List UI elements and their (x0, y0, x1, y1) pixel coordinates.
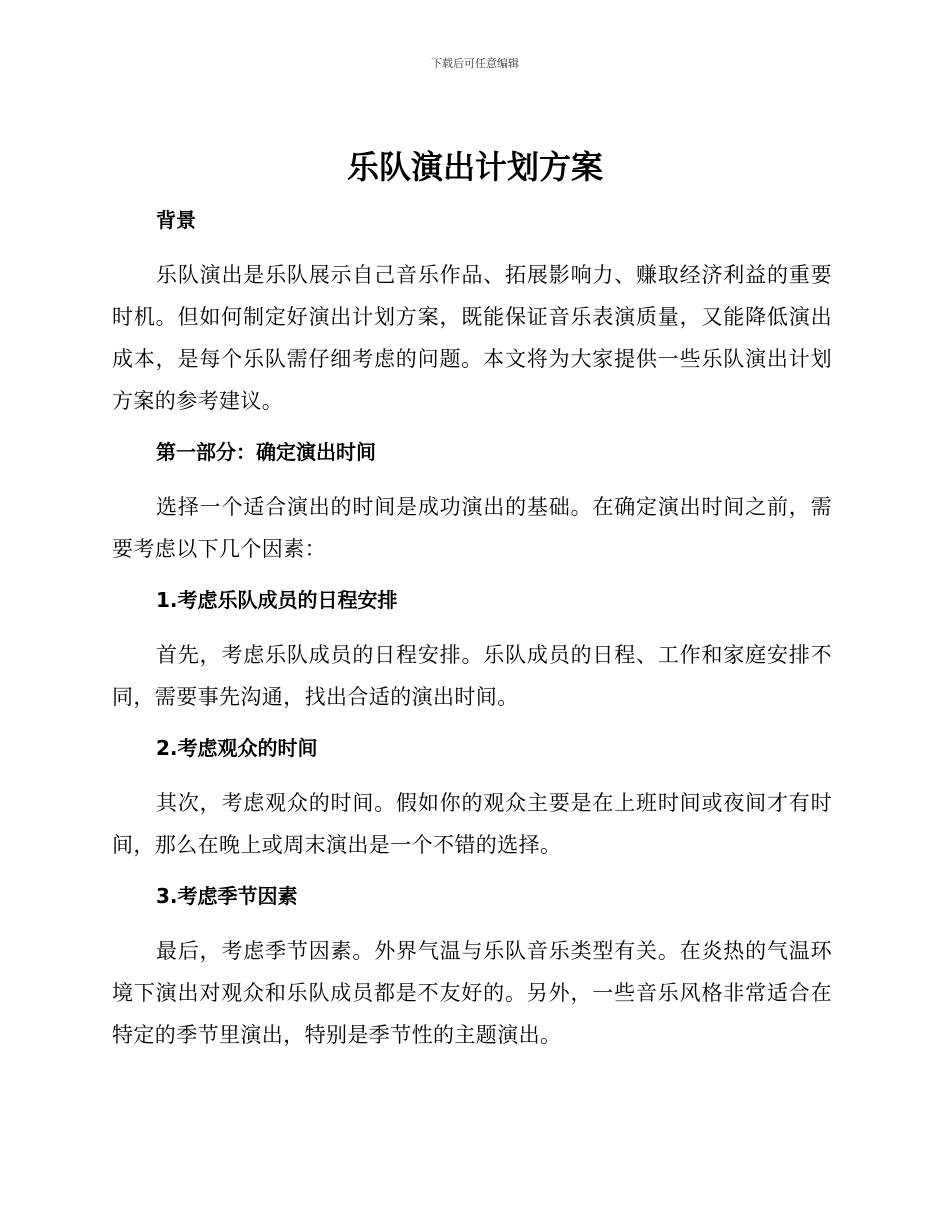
section-paragraph-audience-time: 其次，考虑观众的时间。假如你的观众主要是在上班时间或夜间才有时间，那么在晚上或周末演出是一个不错的选择。 (112, 791, 832, 857)
section-heading-audience-time: 2.考虑观众的时间 (156, 736, 318, 760)
section-paragraph-part-one: 选择一个适合演出的时间是成功演出的基础。在确定演出时间之前，需要考虑以下几个因素： (112, 495, 832, 561)
document-body (112, 202, 832, 1056)
document-title: 乐队演出计划方案 (346, 148, 603, 186)
section-paragraph-member-schedule: 首先，考虑乐队成员的日程安排。乐队成员的日程、工作和家庭安排不同，需要事先沟通，找出合适的演出时间。 (112, 643, 832, 709)
section-heading-part-one: 第一部分：确定演出时间 (156, 440, 376, 464)
section-heading-member-schedule: 1.考虑乐队成员的日程安排 (156, 588, 398, 612)
section-heading-season: 3.考虑季节因素 (156, 884, 298, 908)
section-paragraph-season: 最后，考虑季节因素。外界气温与乐队音乐类型有关。在炎热的气温环境下演出对观众和乐队成员都是不友好的。另外，一些音乐风格非常适合在特定的季节里演出，特别是季节性的主题演出。 (112, 939, 832, 1047)
section-paragraph-background: 乐队演出是乐队展示自己音乐作品、拓展影响力、赚取经济利益的重要时机。但如何制定好演出计划方案，既能保证音乐表演质量，又能降低演出成本，是每个乐队需仔细考虑的问题。本文将为大家提供一些乐队演出计划方案的参考建议。 (112, 263, 832, 413)
page-header-note: 下载后可任意编辑 (431, 57, 519, 70)
section-heading-background: 背景 (156, 208, 196, 232)
